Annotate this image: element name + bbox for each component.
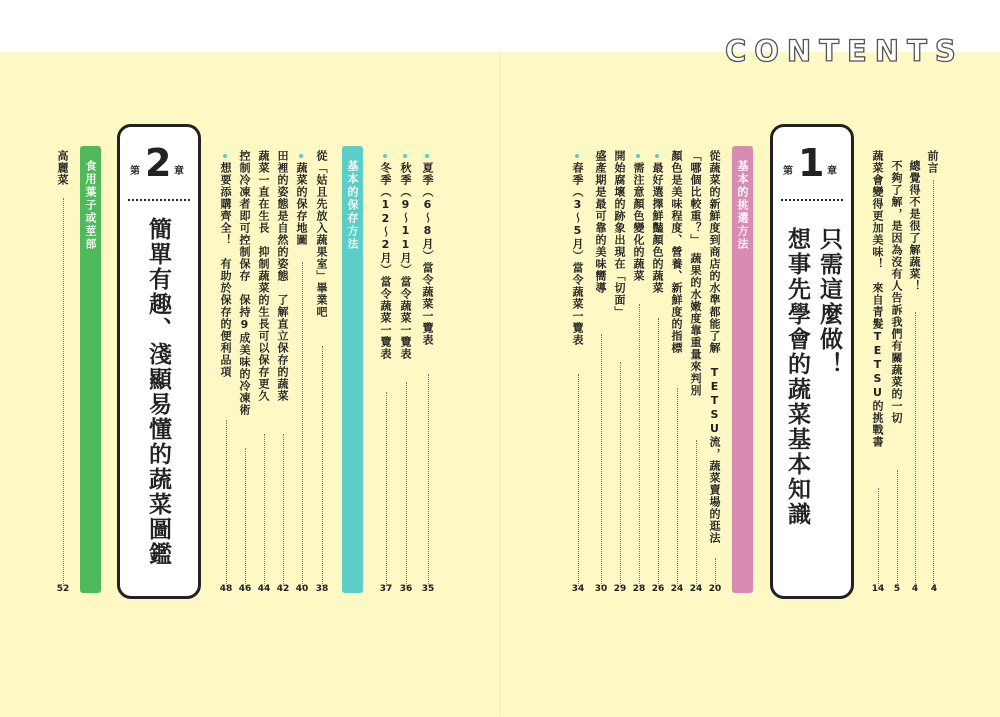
page-number: 52 — [56, 584, 70, 594]
chapter-label: 第 — [783, 166, 793, 177]
toc-entry[interactable]: 最好選擇鮮豔顏色的蔬菜 — [651, 162, 664, 294]
bullet-dot — [223, 154, 227, 158]
section-label: 基本的挑選方法 — [736, 160, 749, 251]
toc-entry[interactable]: 從「姑且先放入蔬果室」畢業吧 — [315, 150, 328, 318]
preface-title: 前言 — [926, 150, 939, 174]
page-number: 24 — [670, 584, 684, 594]
chapter-divider — [781, 199, 843, 201]
leader-line — [386, 392, 387, 586]
toc-entry[interactable]: 不夠了解，是因為沒有人告訴我們有關蔬菜的一切 — [890, 160, 903, 424]
bullet-dot — [655, 154, 659, 158]
leader-line — [302, 262, 303, 586]
chapter-label: 章 — [827, 166, 837, 177]
page-number: 24 — [689, 584, 703, 594]
leader-line — [283, 434, 284, 586]
leader-line — [63, 198, 64, 586]
leader-line — [226, 420, 227, 586]
bullet-dot — [403, 154, 407, 158]
page-number: 30 — [594, 584, 608, 594]
toc-entry[interactable]: 想要添購齊全！ 有助於保存的便利品項 — [219, 162, 232, 378]
leader-line — [245, 448, 246, 586]
toc-entry[interactable]: 蔬菜的保存地圖 — [295, 162, 308, 246]
bullet-dot — [299, 154, 303, 158]
chapter-number: 1 — [798, 141, 825, 185]
page-number: 29 — [613, 584, 627, 594]
leader-line — [915, 312, 916, 588]
bullet-dot — [383, 154, 387, 158]
leader-line — [406, 382, 407, 586]
chapter-label: 第 — [130, 166, 140, 177]
leader-line — [677, 388, 678, 586]
bullet-dot — [425, 154, 429, 158]
toc-entry[interactable]: 「哪個比較重？」 蔬果的水嫩度靠重量來判別 — [689, 150, 702, 397]
page-number: 46 — [238, 584, 252, 594]
page-number: 37 — [379, 584, 393, 594]
toc-entry[interactable]: 從蔬菜的新鮮度到商店的水準都能了解 TETSU流，蔬菜賣場的逛法 — [708, 150, 721, 544]
toc-entry[interactable]: 蔬菜一直在生長 抑制蔬菜的生長可以保存更久 — [257, 150, 270, 402]
leader-line — [933, 180, 934, 588]
leader-line — [639, 304, 640, 586]
leader-line — [715, 558, 716, 586]
page-number: 48 — [219, 584, 233, 594]
toc-entry[interactable]: 總覺得不是很了解蔬菜！ — [908, 160, 921, 292]
leader-line — [897, 470, 898, 588]
toc-entry[interactable]: 顏色是美味程度、營養、新鮮度的指標 — [670, 150, 683, 354]
toc-entry[interactable]: 盛產期是最可靠的美味嚮導 — [594, 150, 607, 294]
toc-entry[interactable]: 田裡的姿態是自然的姿態 了解直立保存的蔬菜 — [276, 150, 289, 402]
toc-entry[interactable]: 控制冷凍者即可控制保存 保持9成美味的冷凍術 — [238, 150, 251, 416]
toc-entry[interactable]: 需注意顏色變化的蔬菜 — [632, 162, 645, 282]
chapter-title: 簡單有趣、淺顯易懂的蔬菜圖鑑 — [145, 217, 171, 567]
page-number: 4 — [911, 584, 919, 594]
page-number: 28 — [632, 584, 646, 594]
leader-line — [601, 334, 602, 586]
section-label: 基本的保存方法 — [346, 160, 359, 251]
toc-entry[interactable]: 冬季（12～2月）當令蔬菜一覽表 — [379, 162, 392, 360]
contents-heading: CONTENTS — [725, 34, 964, 68]
toc-entry[interactable]: 春季（3～5月）當令蔬菜一覽表 — [571, 162, 584, 346]
leader-line — [428, 374, 429, 586]
chapter-label: 章 — [174, 166, 184, 177]
page-number: 20 — [708, 584, 722, 594]
toc-entry[interactable]: 秋季（9～11月）當令蔬菜一覽表 — [399, 162, 412, 360]
page-number: 42 — [276, 584, 290, 594]
leader-line — [578, 374, 579, 586]
page-number: 14 — [871, 584, 885, 594]
chapter-1-card[interactable] — [770, 124, 854, 599]
book-spine — [499, 52, 501, 717]
leader-line — [322, 346, 323, 586]
page-number: 5 — [893, 584, 901, 594]
section-label: 食用葉子或莖部 — [84, 160, 97, 251]
section-band-store — [342, 146, 363, 593]
bullet-dot — [575, 154, 579, 158]
page-number: 38 — [315, 584, 329, 594]
page-number: 4 — [930, 584, 938, 594]
page-number: 36 — [399, 584, 413, 594]
leader-line — [658, 318, 659, 586]
page-number: 26 — [651, 584, 665, 594]
chapter-2-card[interactable] — [117, 124, 201, 599]
toc-entry[interactable]: 夏季（6～8月）當令蔬菜一覽表 — [421, 162, 434, 346]
toc-entry[interactable]: 蔬菜會變得更加美味！ 來自青髮TETSU的挑戰書 — [871, 150, 884, 448]
page-number: 44 — [257, 584, 271, 594]
leader-line — [620, 362, 621, 586]
leader-line — [878, 488, 879, 588]
page-number: 40 — [295, 584, 309, 594]
section-band-select — [732, 146, 753, 593]
chapter-title: 只需這麼做！ — [816, 227, 842, 377]
toc-entry[interactable]: 開始腐壞的跡象出現在「切面」 — [613, 150, 626, 318]
leader-line — [696, 440, 697, 586]
leader-line — [264, 434, 265, 586]
toc-entry[interactable]: 高麗菜 — [56, 150, 69, 186]
chapter-divider — [128, 199, 190, 201]
page-number: 35 — [421, 584, 435, 594]
chapter-number: 2 — [145, 141, 172, 185]
page-number: 34 — [571, 584, 585, 594]
chapter-title: 想事先學會的蔬菜基本知識 — [784, 227, 810, 527]
section-band-leafy — [80, 146, 101, 593]
bullet-dot — [636, 154, 640, 158]
